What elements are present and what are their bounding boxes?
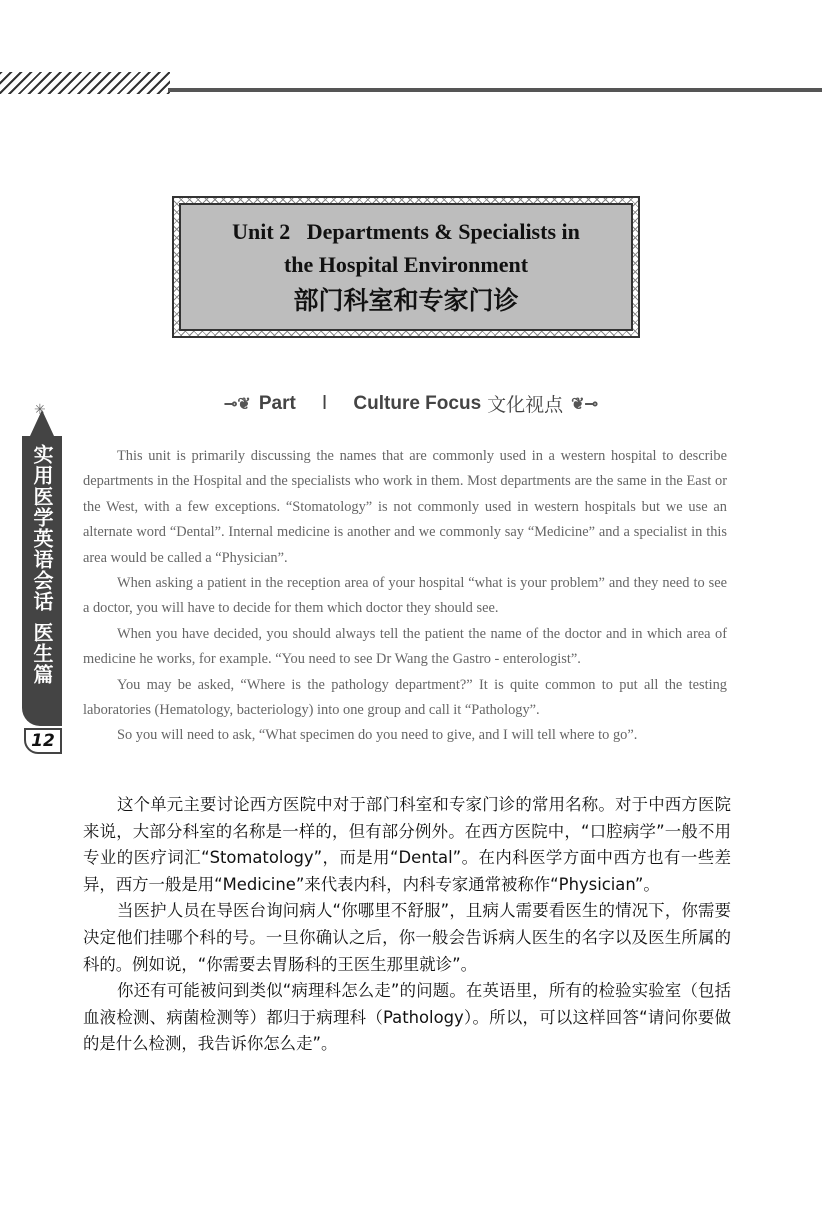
part-focus-label: Culture Focus (353, 392, 482, 414)
page-number: 12 (24, 728, 62, 754)
unit-title-cn: 部门科室和专家门诊 (293, 286, 519, 315)
book-title: 实用医学英语会话 (30, 444, 54, 612)
part-label: Part (258, 392, 296, 414)
header-hatch-decoration (0, 72, 170, 94)
chinese-text (83, 792, 731, 1058)
leaf-left-icon: ⊸❦ (224, 395, 251, 413)
chinese-paragraph: 你还有可能被问到类似“病理科怎么走”的问题。在英语里，所有的检验实验室（包括血液检测、病菌检测等）都归于病理科（Pathology）。所以，可以这样回答“请问你要做的是什么检测，我告诉你怎么走”。 (83, 981, 731, 1054)
sparkle-icon: ✳ (34, 402, 46, 418)
chinese-paragraph: 这个单元主要讨论西方医院中对于部门科室和专家门诊的常用名称。对于中西方医院来说，大部分科室的名称是一样的，但有部分例外。在西方医院中，“口腔病学”一般不用专业的医疗词汇“Stomatology”，而是用“Dental”。在内科医学方面中西方也有一些差异，西方一般是用“Medicine”来代表内科，内科专家通常被称作“Physician”。 (83, 795, 731, 894)
unit-title-en-line1: Unit 2 Departments & Specialists in (232, 219, 580, 244)
english-paragraph: When you have decided, you should always tell the patient the name of the doctor and in which area of medicine he works, for example. “You need to see Dr Wang the Gastro - enterologist”. (83, 625, 727, 668)
header-rule (168, 88, 822, 92)
side-tab (0, 402, 66, 755)
chinese-paragraph: 当医护人员在导医台询问病人“你哪里不舒服”，且病人需要看医生的情况下，你需要决定他们挂哪个科的号。一旦你确认之后，你一般会告诉病人医生的名字以及医生所属的科的。例如说，“你需要去胃肠科的王医生那里就诊”。 (83, 901, 731, 974)
english-paragraph: This unit is primarily discussing the names that are commonly used in a western hospital to describe departments in the Hospital and the specialists who work in them. Most departments are the same in the East or the West, with a few exceptions. “Stomatology” is not commonly used in western hospitals but we use an alternate word “Dental”. Internal medicine is another and we commonly say “Medicine” and a specialist in this area would be called a “Physician”. (83, 448, 727, 566)
english-paragraph: So you will need to ask, “What specimen do you need to give, and I will tell where to go”. (117, 727, 638, 744)
arrow-up-icon (30, 410, 54, 436)
unit-title-box (172, 196, 640, 338)
english-paragraph: You may be asked, “Where is the pathology department?” It is quite common to put all the testing laboratories (Hematology, bacteriology) into one group and call it “Pathology”. (83, 676, 727, 719)
leaf-right-icon: ❦⊸ (571, 395, 598, 413)
part-focus-cn: 文化视点 (487, 394, 564, 416)
part-numeral: Ⅰ (321, 393, 328, 414)
unit-title-inner (179, 203, 633, 331)
side-bar (22, 436, 62, 726)
english-paragraph: When asking a patient in the reception area of your hospital “what is your problem” and they need to see a doctor, you will have to decide for them which doctor they should see. (83, 575, 727, 617)
part-heading (0, 390, 822, 417)
volume-title: 医生篇 (30, 622, 54, 685)
english-text (83, 444, 727, 749)
unit-title-en-line2: the Hospital Environment (283, 252, 529, 277)
